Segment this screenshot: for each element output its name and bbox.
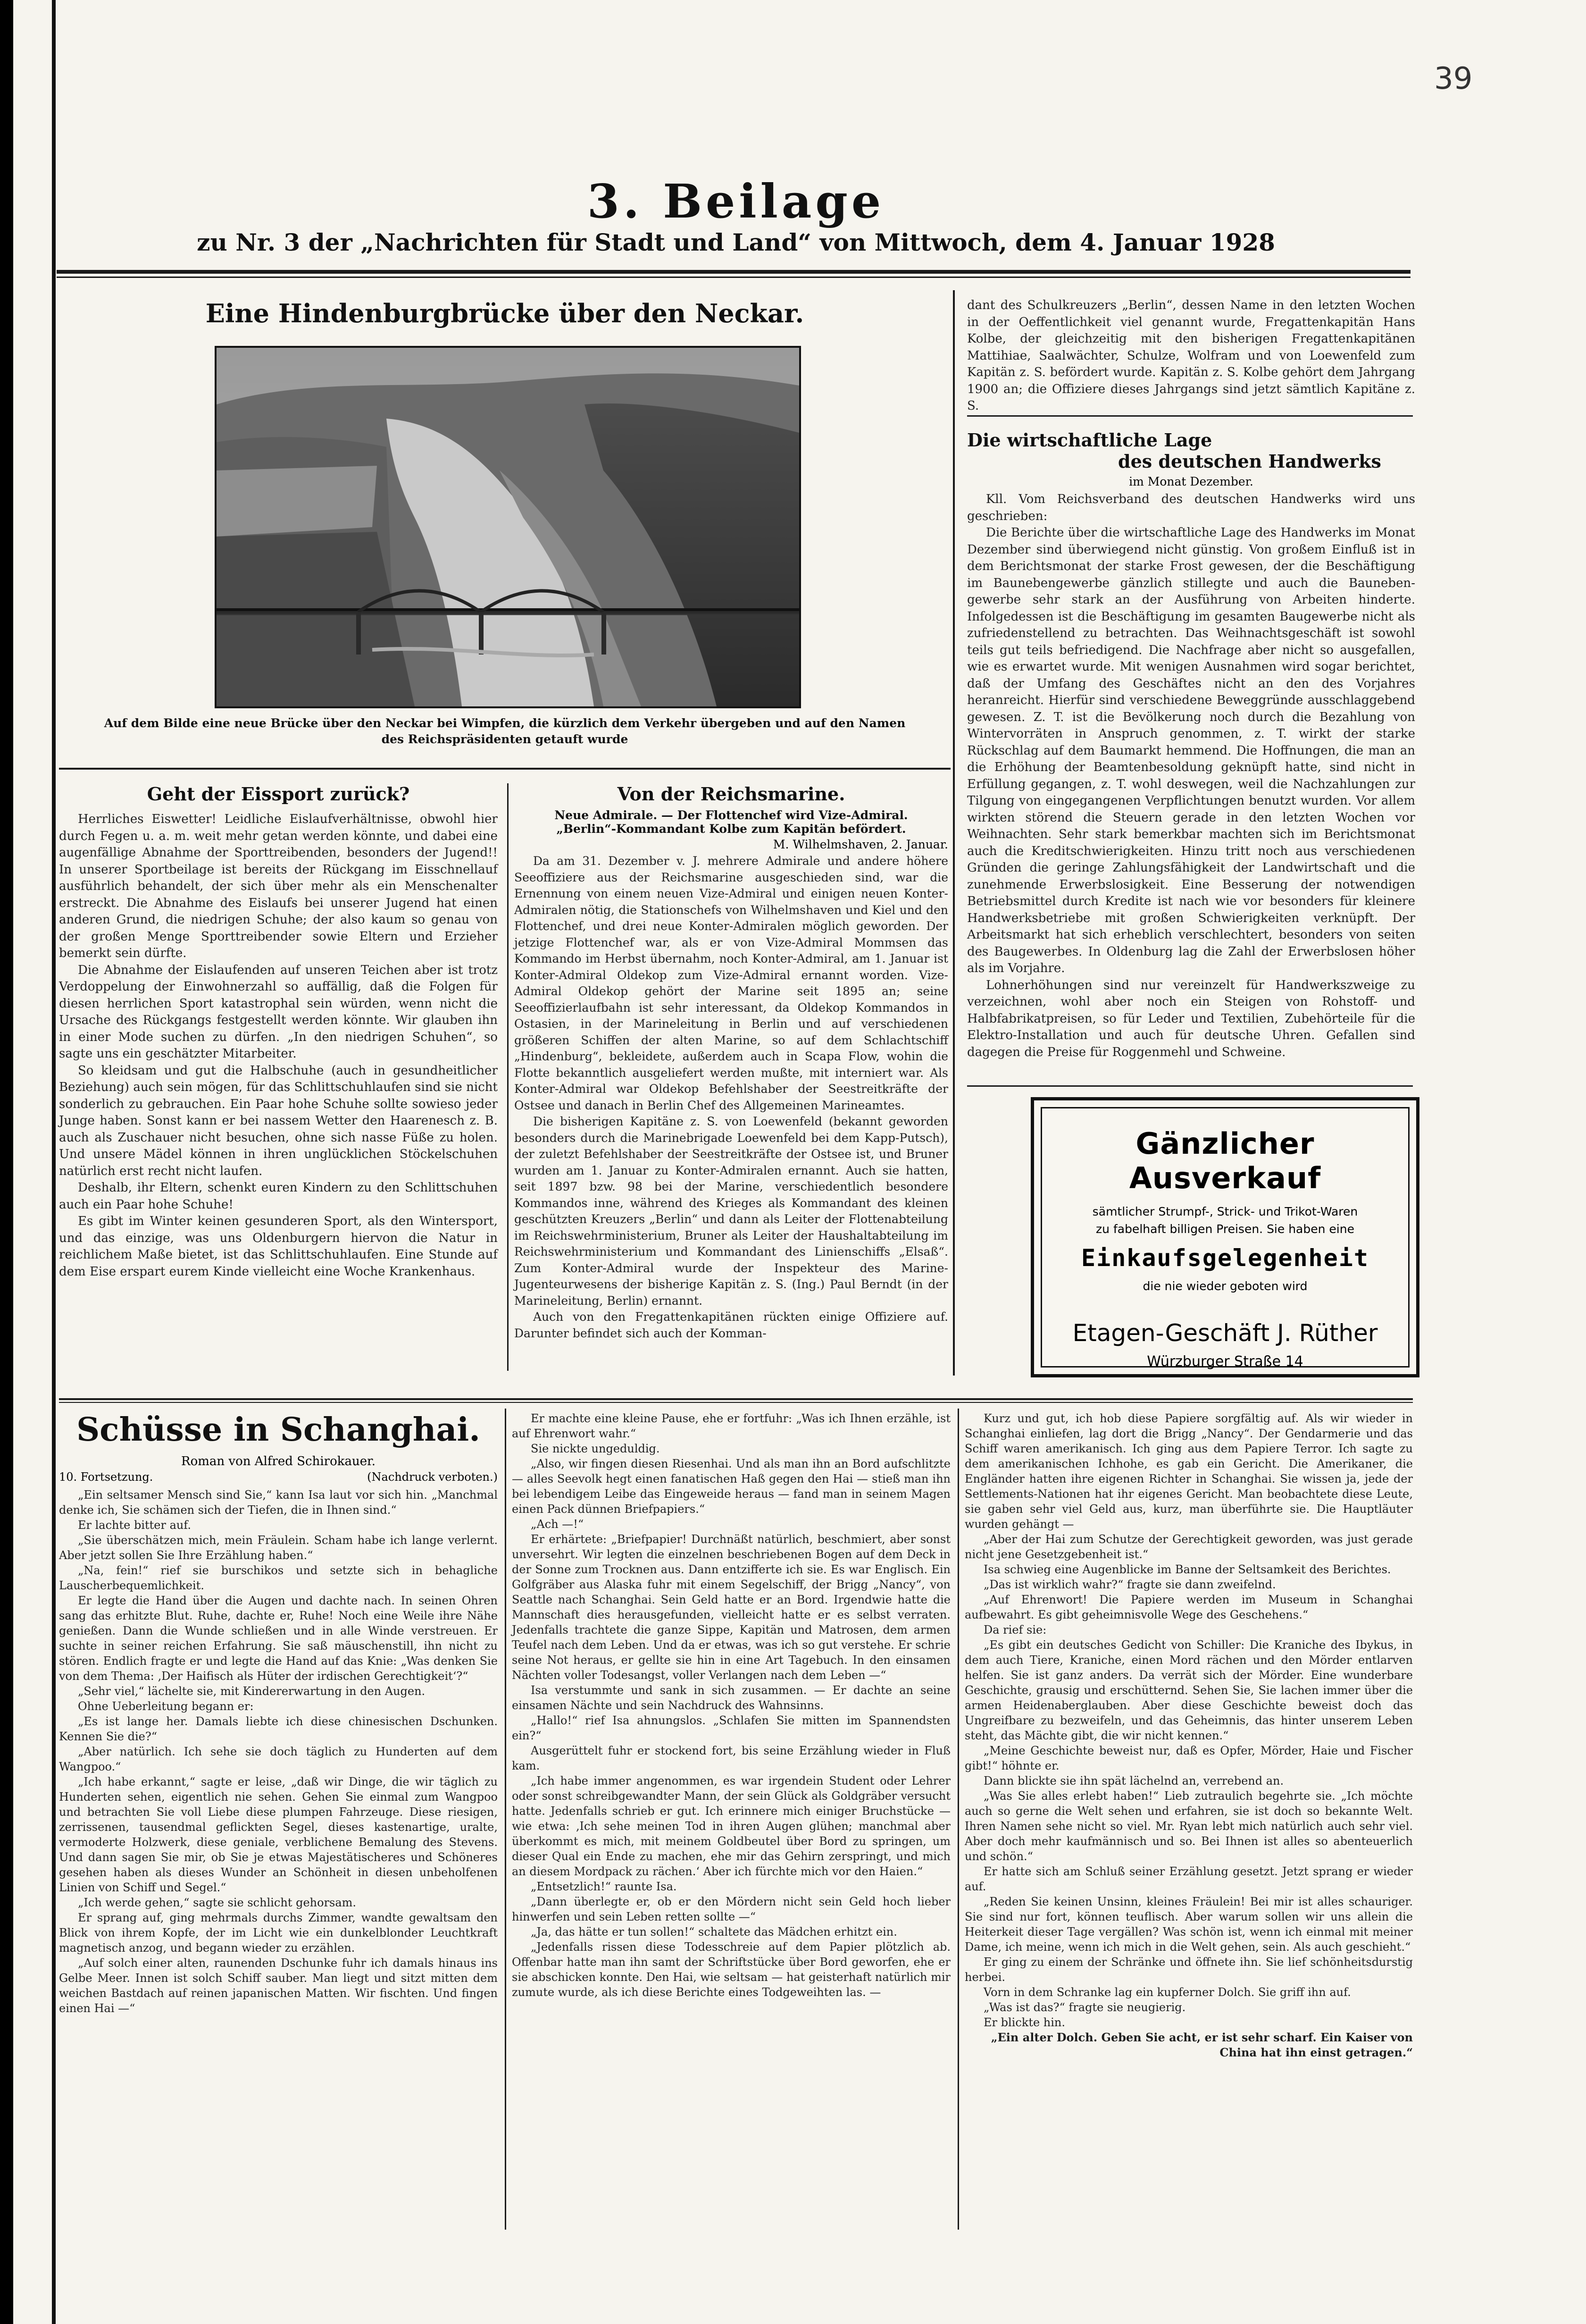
novel-column-1 [59, 1411, 498, 2016]
masthead-rule-thin [57, 277, 1411, 278]
novel-paragraph: Er blickte hin. [984, 2016, 1066, 2029]
novel-paragraph: „Na, fein!“ rief sie burschikos und setzte sich in behagliche Lauscherbequemlichkeit. [59, 1564, 498, 1592]
novel-paragraph: Vorn in dem Schranke lag ein kupferner Dolch. Sie griff ihn auf. [984, 1986, 1351, 1999]
novel-top-rule-thin [59, 1402, 1413, 1403]
eissport-article [59, 783, 498, 1280]
eissport-paragraph: Herrliches Eiswetter! Leidliche Eislaufverhältnisse, obwohl hier durch Fegen u. a. m. weit mehr getan werden könnte, und dabei eine augenfällige Abnahme der Sporttreibenden, besonders der Jugend!! In unserer Sportbeilage ist bereits der Rückgang im Eisschnellauf ausführlich behandelt, der sich über mehr als ein Menschenalter erstreckt. Die Abnahme des Eislaufs bei unserer Jugend hat einen anderen Grund, die niedrigen Schuhe; der also kaum so genau von der großen Menge Sporttreibender sowie Eltern und Erzieher bemerkt sein dürfte. [59, 812, 498, 960]
novel-paragraph: „Reden Sie keinen Unsinn, kleines Fräulein! Bei mir ist alles schauriger. Sie sind nur fort, können teuflisch. Aber warum sollen wir uns allein die Heiterkeit dieser Tage vergällen? Was schön ist, wenn ich einmal mit meiner Dame, ich meine, wenn ich mich in die Welt gehen, sein. Als auch geschieht.“ [965, 1895, 1413, 1954]
novel-paragraph: „Aber natürlich. Ich sehe sie doch täglich zu Hunderten auf dem Wangpoo.“ [59, 1745, 498, 1773]
reichsmarine-paragraph: Da am 31. Dezember v. J. mehrere Admirale und andere höhere Seeoffiziere aus der Reichsmarine ausgeschieden sind, war die Ernennung von einem neuen Vize-Admiral und einigen neuen Konter-Admiralen nötig, die Stationschefs von Wilhelmshaven und Kiel und den Flottenchef, und drei neue Konter-Admiralen möglich geworden. Der jetzige Flottenchef war, als er von Vize-Admiral Mommsen das Kommando im Herbst übernahm, noch Konter-Admiral, am 1. Januar ist Konter-Admiral Oldekop zum Vize-Admiral ernannt worden. Vize-Admiral Oldekop gehört der Marine seit 1895 an; seine Seeoffizierlaufbahn ist sehr interessant, da Oldekop Kommandos in Ostasien, in der Marineleitung in Berlin und auf verschiedenen größeren Schiffen der alten Marine, so auf dem Schlachtschiff „Hindenburg“, bekleidete, außerdem auch in Scapa Flow, wohin die Flotte bekanntlich ausgeliefert werden mußte, mit interniert war. Als Konter-Admiral war Oldekop Befehlshaber der Seestreitkräfte der Ostsee und danach in Berlin Chef des Allgemeinen Marineamtes. [514, 854, 948, 1112]
reichsmarine-headline: Von der Reichsmarine. [617, 783, 845, 805]
novel-reprint-note: (Nachdruck verboten.) [367, 1470, 498, 1484]
novel-paragraph: „Ein seltsamer Mensch sind Sie,“ kann Isa laut vor sich hin. „Manchmal denke ich, Sie schämen sich der Tiefen, die in Ihnen sind.“ [59, 1488, 498, 1517]
eissport-paragraph: Deshalb, ihr Eltern, schenkt euren Kindern zu den Schlittschuhen auch ein Paar hohe Schuhe! [59, 1181, 498, 1212]
masthead-rule [57, 270, 1411, 274]
bridge-caption [61, 715, 948, 747]
novel-paragraph: Ausgerüttelt fuhr er stockend fort, bis seine Erzählung wieder in Fluß kam. [512, 1744, 951, 1772]
novel-top-rule [59, 1398, 1413, 1400]
bridge-photo [215, 346, 801, 708]
novel-paragraph: „Sie überschätzen mich, mein Fräulein. Scham habe ich lange verlernt. Aber jetzt sollen Sie Ihre Erzählung haben.“ [59, 1534, 498, 1562]
column-separator-middle [507, 783, 509, 1371]
bridge-headline: Eine Hindenburgbrücke über den Neckar. [205, 298, 804, 328]
novel-paragraph: „Auf solch einer alten, raunenden Dschunke fuhr ich damals hinaus ins Gelbe Meer. Innen ist solch Schiff sauber. Man liegt und sitzt mitten dem weichen Bastdach auf reinen japanischen Matten. Wir fischten. Und fingen einen Hai —“ [59, 1956, 498, 2015]
novel-paragraph: Isa schwieg eine Augenblicke im Banne der Seltsamkeit des Berichtes. [984, 1563, 1391, 1576]
reichsmarine-article [514, 783, 948, 1342]
novel-installment: 10. Fortsetzung. [59, 1470, 153, 1484]
novel-paragraph: „Also, wir fingen diesen Riesenhai. Und als man ihn an Bord aufschlitzte — alles Seevolk hegt einen fanatischen Haß gegen den Hai — stieß man ihn bei lebendigem Leibe das Eingeweide heraus — fand man in seinem Magen einen Pack dünnen Briefpapiers.“ [512, 1457, 951, 1516]
ad-line-2: zu fabelhaft billigen Preisen. Sie haben eine [1096, 1222, 1354, 1236]
novel-continuation-note: „Ein alter Dolch. Geben Sie acht, er ist sehr scharf. Ein Kaiser von China hat ihn einst getragen.“ [991, 2030, 1413, 2059]
novel-paragraph: „Das ist wirklich wahr?“ fragte sie dann zweifelnd. [984, 1578, 1276, 1591]
navy-continuation-text: dant des Schulkreuzers „Berlin“, dessen Name in den letzten Wochen in der Oeffentlichkeit viel genannt wurde, Fregattenkapitän Hans Kolbe, der gleichzeitig mit den bisherigen Fregattenkapitänen Mattihiae, Saalwächter, Schulze, Wolfram und von Loewenfeld zum Kapitän z. S. befördert wurde. Kapitän z. S. Kolbe gehört dem Jahrgang 1900 an; die Offiziere dieses Jahrgangs sind jetzt sämtlich Kapitäne z. S. [967, 298, 1415, 413]
bridge-caption-line-1: Auf dem Bilde eine neue Brücke über den Neckar bei Wimpfen, die kürzlich dem Verkehr übergeben und auf den Namen [104, 716, 906, 730]
ad-highlight: Einkaufsgelegenheit [1081, 1244, 1369, 1272]
eissport-paragraph: Die Abnahme der Eislaufenden auf unseren Teichen aber ist trotz Verdoppelung der Einwohnerzahl so auffällig, daß die Folgen für diesen herrlichen Sport katastrophal sein würden, wenn nicht die Ursache des Rückgangs festgestellt werden könnte. Wir glauben ihn in einer Mode suchen zu dürfen. „In den niedrigen Schuhen“, so sagte uns ein geschätzter Mitarbeiter. [59, 963, 498, 1061]
handwerk-end-rule [967, 1085, 1413, 1087]
novel-byline: Roman von Alfred Schirokauer. [181, 1454, 376, 1468]
ad-address: Würzburger Straße 14 [1147, 1353, 1303, 1370]
novel-paragraph: Er legte die Hand über die Augen und dachte nach. In seinen Ohren sang das erhitzte Blut. Ruhe, dachte er, Ruhe! Noch eine Weile ihre Nähe genießen. Dann die Wunde schließen und in alle Winde verstreuen. Er suchte in seiner reichen Erfahrung. Sie saß mäuschenstill, ihn nicht zu stören. Endlich fragte er und legte die Hand auf das Knie: „Was denken Sie von dem Thema: ‚Der Haifisch als Hüter der irdischen Gerechtigkeit‘?“ [59, 1594, 498, 1683]
novel-paragraph: Er sprang auf, ging mehrmals durchs Zimmer, wandte gewaltsam den Blick von ihrem Kopfe, der im Licht wie ein dunkelblonder Leuchtkraft magnetisch anzog, und begann wieder zu erzählen. [59, 1911, 498, 1955]
novel-paragraph: „Es ist lange her. Damals liebte ich diese chinesischen Dschunken. Kennen Sie die?“ [59, 1715, 498, 1743]
novel-paragraph: „Ja, das hätte er tun sollen!“ schaltete das Mädchen erhitzt ein. [531, 1925, 897, 1938]
novel-paragraph: Isa verstummte und sank in sich zusammen. — Er dachte an seine einsamen Nächte und sein Nachdruck des Wahnsinns. [512, 1684, 951, 1712]
supplement-subtitle: zu Nr. 3 der „Nachrichten für Stadt und Land“ von Mittwoch, dem 4. Januar 1928 [197, 228, 1275, 256]
novel-column-2 [512, 1411, 951, 2000]
novel-meta [59, 1470, 498, 1484]
novel-paragraph: „Es gibt ein deutsches Gedicht von Schiller: Die Kraniche des Ibykus, in dem auch Tiere, Kraniche, einen Mord rächen und den Mörder entlarven helfen. Sie ist ganz anders. Da verrät sich der Mörder. Eine wunderbare Geschichte, grausig und erschütternd. Sehen Sie, Sie lachen immer über die armen Heidenaberglauben. Aber diese Geschichte beweist doch das Ungreifbare zu bezweifeln, und das Geheimnis, das hinter unserem Leben steht, das Mächte gibt, die wir nicht kennen.“ [965, 1638, 1413, 1742]
advertisement-box [1031, 1097, 1419, 1377]
scan-black-border [0, 0, 13, 2324]
reichsmarine-paragraph: Die bisherigen Kapitäne z. S. von Loewenfeld (bekannt geworden besonders durch die Marinebrigade Loewenfeld bei dem Kapp-Putsch), der zuletzt Befehlshaber der Seestreitkräfte der Ostsee ist, und Bruner wurden am 1. Januar zu Konter-Admiralen ernannt. Auch sie hatten, seit 1897 bzw. 98 bei der Marine, verschiedentlich besondere Kommandos inne, während des Krieges als Kommandant des kleinen geschützten Kreuzers „Berlin“ und dann als Leiter der Flottenabteilung im Reichswehrministerium, Bruner als Leiter der Haushaltabteilung im Reichswehrministerium und Kommandant des Linienschiffs „Elsaß“. Zum Konter-Admiral wurde der Inspekteur des Marine-Jugenteurwesens der bisherige Kapitän z. S. (Ing.) Paul Berndt (in der Marineleitung, Berlin) ernannt. [514, 1115, 948, 1308]
reichsmarine-subhead-1: Neue Admirale. — Der Flottenchef wird Vize-Admiral. [554, 808, 908, 822]
handwerk-headline-1: Die wirtschaftliche Lage [967, 429, 1212, 451]
supplement-title: 3. Beilage [587, 175, 885, 229]
novel-paragraph: Da rief sie: [984, 1623, 1047, 1636]
novel-paragraph: Kurz und gut, ich hob diese Papiere sorgfältig auf. Als wir wieder in Schanghai einliefen, lag dort die Brigg „Nancy“. Der Gendarmerie und das Schiff waren amerikanisch. Ich ging aus dem Papiere Terror. Ich sagte zu dem amerikanischen Ichhohe, es gab ein Gericht. Die Amerikaner, die Engländer hatten ihre eigenen Richter in Schanghai. Sie wissen ja, jede der Settlements-Nationen hat ihr eigenes Gericht. Man beobachtete diese Leute, sie gaben sehr viel Geld aus, kurz, man überführte sie. Die Hauptläuter wurden gehängt — [965, 1412, 1413, 1531]
novel-paragraph: „Entsetzlich!“ raunte Isa. [531, 1880, 677, 1893]
eissport-paragraph: So kleidsam und gut die Halbschuhe (auch in gesundheitlicher Beziehung) auch sein mögen, für das Schlittschuhlaufen sind sie nicht sonderlich zu gebrauchen. Ein Paar hohe Schuhe sollte sowieso jeder Junge haben. Sonst kann er bei nassem Wetter den Haarenesch z. B. auch als Zuschauer nicht besuchen, ohne sich nasse Füße zu holen. Und unsere Mädel können in ihren unglücklichen Stöckelschuhen natürlich erst recht nicht laufen. [59, 1063, 498, 1178]
novel-column-separator-2 [958, 1409, 959, 2230]
handwerk-headline-2: des deutschen Handwerks [1118, 451, 1381, 472]
eissport-headline: Geht der Eissport zurück? [147, 783, 410, 805]
navy-end-rule [967, 415, 1413, 417]
novel-paragraph: Er hatte sich am Schluß seiner Erzählung gesetzt. Jetzt sprang er wieder auf. [965, 1865, 1413, 1893]
novel-paragraph: „Ich habe erkannt,“ sagte er leise, „daß wir Dinge, die wir täglich zu Hunderten sehen, eigentlich nie sehen. Gehen Sie einmal zum Wangpoo und betrachten Sie voll Liebe diese plumpen Fahrzeuge. Diese riesigen, zerrissenen, tausendmal geflickten Segel, dieses kastenartige, uralte, vermoderte Holzwerk, diese geniale, verblichene Bemalung des Stevens. Und dann sagen Sie mir, ob Sie je etwas Majestätischeres und Schöneres gesehen haben als dieses Wunder an Schönheit in diesen unbeholfenen Linien von Schiff und Segel.“ [59, 1775, 498, 1894]
novel-paragraph: „Auf Ehrenwort! Die Papiere werden im Museum in Schanghai aufbewahrt. Es gibt geheimnisvolle Wege des Geschehens.“ [965, 1593, 1413, 1621]
handwerk-paragraph: Die Berichte über die wirtschaftliche Lage des Handwerks im Monat Dezember sind überwiegend nicht günstig. Von großem Einfluß ist in dem Berichtsmonat der starke Frost gewesen, der die Beschäftigung im Baunebengewerbe gänzlich stillegte und auch die Baunebengewerbe sehr stark an der Ausführung von Arbeiten hinderte. Infolgedessen ist die Beschäftigung im gesamten Baugewerbe nicht als zufriedenstellend zu betrachten. Das Weihnachtsgeschäft ist sowohl teils gut teils befriedigend. Die Nachfrage aber nicht so ausgefallen, wie es erwartet wurde. Mit wenigen Ausnahmen wird sogar berichtet, daß der Umfang des Geschäftes nicht an den des Vorjahres heranreicht. Hierfür sind verschiedene Beweggründe ausschlaggebend gewesen. Z. T. ist die Bevölkerung noch durch die Bezahlung von Wintervorräten in Anspruch genommen, z. T. wirkt der starke Rückschlag auf dem Baumarkt hemmend. Die Hoffnungen, die man an die Erhöhung der Beamtenbesoldung geknüpft hatte, sind nicht in Erfüllung gegangen, z. T. wohl deswegen, weil die Nachzahlungen zur Tilgung von eingegangenen Verpflichtungen benutzt wurden. Vor allem wirkten störend die Steuern gerade in den letzten Wochen vor Weihnachten. Sehr stark bemerkbar machten sich im Berichtsmonat auch die Kreditschwierigkeiten. Hinzu tritt noch aus verschiedenen Gründen die geringe Zahlungsfähigkeit der Landwirtschaft und die zunehmende Erwerbslosigkeit. Eine Besserung der notwendigen Betriebsmittel durch Kredite ist nach wie vor besonders für kleinere Handwerksbetriebe mit großen Schwierigkeiten verknüpft. Der Arbeitsmarkt hat sich erheblich verschlechtert, besonders von seiten des Baugewerbes. In Oldenburg lag die Zahl der Erwerbslosen höher als im Vorjahre. [967, 526, 1415, 975]
handwerk-article [967, 429, 1415, 1061]
bridge-bottom-rule [59, 768, 951, 770]
novel-paragraph: „Meine Geschichte beweist nur, daß es Opfer, Mörder, Haie und Fischer gibt!“ höhnte er. [965, 1744, 1413, 1772]
ad-line-1: sämtlicher Strumpf-, Strick- und Trikot-Waren [1092, 1205, 1358, 1218]
handwerk-paragraph: Lohnerhöhungen sind nur vereinzelt für Handwerkszweige zu verzeichnen, wohl aber noch ein Steigen von Rohstoff- und Halbfabrikatpreisen, so für Leder und Textilien, Zubehörteile für die Elektro-Installation und auch für deutsche Uhren. Gefallen sind dagegen die Preise für Roggenmehl und Schweine. [967, 978, 1415, 1059]
novel-paragraph: Er ging zu einem der Schränke und öffnete ihn. Sie lief schönheitsdurstig herbei. [965, 1955, 1413, 1984]
reichsmarine-subhead-2: „Berlin“-Kommandant Kolbe zum Kapitän befördert. [556, 822, 906, 836]
eissport-paragraph: Es gibt im Winter keinen gesunderen Sport, als den Wintersport, und das einzige, was uns Oldenburgern hiervon die Natur in reichlichem Maße bietet, ist das Schlittschuhlaufen. Eine Stunde auf dem Eise erspart eurem Kinde vielleicht eine Woche Krankenhaus. [59, 1214, 498, 1279]
novel-paragraph: „Dann überlegte er, ob er den Mördern nicht sein Geld hoch lieber hinwerfen und sein Leben retten sollte —“ [512, 1895, 951, 1923]
column-separator-right [953, 290, 955, 1376]
navy-continuation [967, 297, 1415, 415]
novel-column-separator-1 [505, 1409, 506, 2230]
reichsmarine-dateline: M. Wilhelmshaven, 2. Januar. [773, 838, 948, 851]
novel-paragraph: Er erhärtete: „Briefpapier! Durchnäßt natürlich, beschmiert, aber sonst unversehrt. Wir legten die einzelnen beschriebenen Bogen auf dem Deck in der Sonne zum Trocknen aus. Dann entzifferte ich sie. Es war Englisch. Ein Golfgräber aus Alaska fuhr mit einem Segelschiff, der Brigg „Nancy“, von Seattle nach Schanghai. Sein Geld hatte er an Bord. Irgendwie hatte die Mannschaft dies herausgefunden, vielleicht hatte er es selbst verraten. Jedenfalls trachtete die ganze Sippe, Kapitän und Matrosen, dem armen Teufel nach dem Leben. Und da er etwas, was ich so gut verstehe. Er schrie seine Not heraus, er gellte sie hin in eine Art Tagebuch. In den einsamen Nächten voller Todesangst, voller Verlangen nach dem Leben —“ [512, 1533, 951, 1682]
novel-paragraph: Er lachte bitter auf. [78, 1519, 192, 1532]
page-gutter-line [52, 0, 56, 2324]
novel-paragraph: „Ach —!“ [531, 1518, 584, 1531]
novel-paragraph: „Jedenfalls rissen diese Todesschreie auf dem Papier plötzlich ab. Offenbar hatte man ihn samt der Schriftstücke über Bord geworfen, ehe er sie abschicken konnte. Den Hai, wie seltsam — hat geisterhaft natürlich mir zumute wurde, als ich diese Berichte eines Todgeweihten las. — [512, 1940, 951, 1999]
novel-paragraph: „Was ist das?“ fragte sie neugierig. [984, 2001, 1186, 2014]
bridge-photo-image [217, 348, 799, 706]
novel-paragraph: Dann blickte sie ihn spät lächelnd an, verrebend an. [984, 1774, 1284, 1787]
advertisement-inner-frame [1041, 1107, 1410, 1368]
novel-paragraph: „Was Sie alles erlebt haben!“ Lieb zutraulich begehrte sie. „Ich möchte auch so gerne die Welt sehen und erfahren, sie ist doch so bekannte Welt. Ihren Namen sehe nicht so viel. Mr. Ryan lebt mich natürlich auch sehr viel. Aber doch mehr kaufmännisch und so. Bei Ihnen ist alles so abenteuerlich und schön.“ [965, 1789, 1413, 1863]
handwerk-paragraph: Kll. Vom Reichsverband des deutschen Handwerks wird uns geschrieben: [967, 492, 1415, 523]
novel-paragraph: Sie nickte ungeduldig. [531, 1442, 660, 1455]
novel-paragraph: „Hallo!“ rief Isa ahnungslos. „Schlafen Sie mitten im Spannendsten ein?“ [512, 1714, 951, 1742]
handwerk-headline-3: im Monat Dezember. [1129, 475, 1253, 488]
bridge-caption-line-2: des Reichspräsidenten getauft wurde [381, 732, 628, 746]
novel-column-3 [965, 1411, 1413, 2060]
page-number: 39 [1434, 61, 1473, 96]
novel-headline: Schüsse in Schanghai. [76, 1411, 480, 1449]
novel-paragraph: „Ich werde gehen,“ sagte sie schlicht gehorsam. [78, 1896, 357, 1909]
novel-paragraph: „Ich habe immer angenommen, es war irgendein Student oder Lehrer oder sonst schreibgewandter Mann, der sein Glück als Goldgräber versucht hatte. Jedenfalls schrieb er gut. Ich erinnere mich einiger Bruchstücke — wie etwa: ‚Ich sehe meinen Tod in ihren Augen glühen; manchmal aber überkommt es mich, mit meinem Goldbeutel über Bord zu springen, um dieser Qual ein Ende zu machen, ehe mir das Gehirn zerspringt, und mich an diesem Mordpack zu rächen.‘ Aber ich fürchte mich vor den Haien.“ [512, 1774, 951, 1878]
reichsmarine-paragraph: Auch von den Fregattenkapitänen rückten einige Offiziere auf. Darunter befindet sich auch der Komman- [514, 1310, 948, 1340]
novel-paragraph: „Aber der Hai zum Schutze der Gerechtigkeit geworden, was just gerade nicht jene Gesetzgebenheit ist.“ [965, 1533, 1413, 1561]
novel-paragraph: Ohne Ueberleitung begann er: [78, 1700, 254, 1713]
ad-shop-name: Etagen-Geschäft J. Rüther [1072, 1319, 1378, 1347]
novel-paragraph: „Sehr viel,“ lächelte sie, mit Kindererwartung in den Augen. [78, 1685, 426, 1698]
ad-line-3: die nie wieder geboten wird [1143, 1279, 1308, 1293]
novel-paragraph: Er machte eine kleine Pause, ehe er fortfuhr: „Was ich Ihnen erzähle, ist auf Ehrenwort wahr.“ [512, 1412, 951, 1440]
ad-headline: Gänzlicher Ausverkauf [1129, 1126, 1321, 1195]
